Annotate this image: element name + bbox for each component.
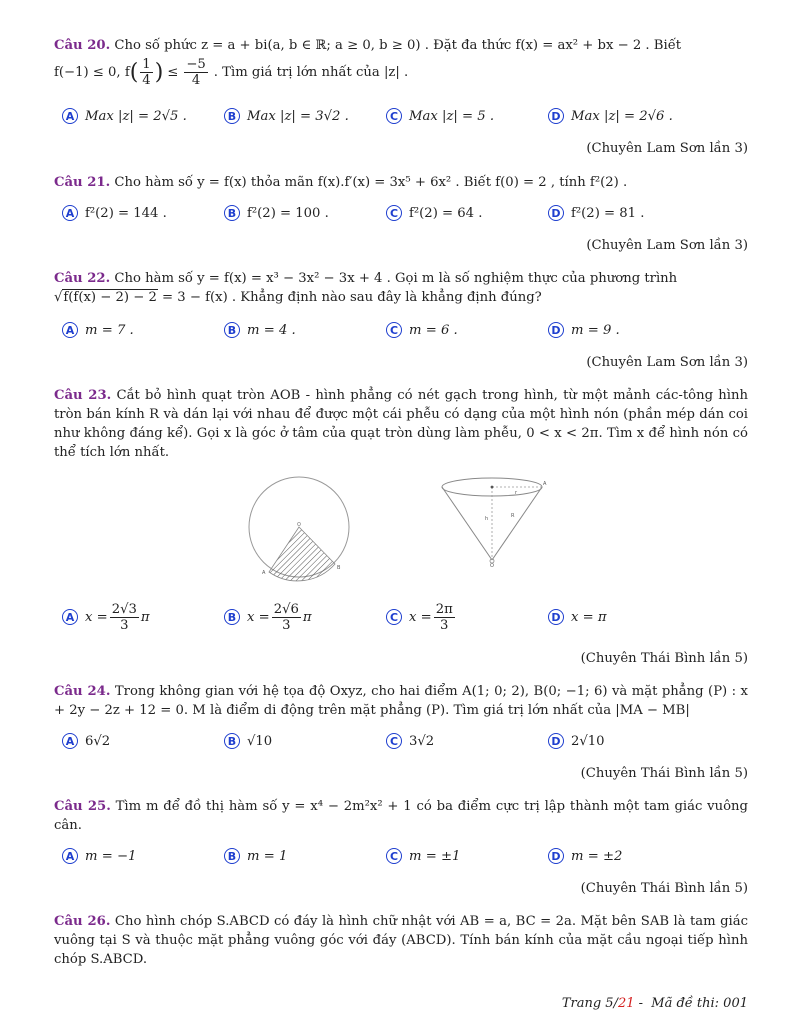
option-d[interactable]: D 2√10 bbox=[548, 729, 605, 753]
question-text: Cho hàm số y = f(x) = x³ − 3x² − 3x + 4 . Gọi m là số nghiệm thực của phương trình bbox=[114, 271, 678, 286]
question-text: Tìm m để đồ thị hàm số y = x⁴ − 2m²x² + 1 có ba điểm cực trị lập thành một tam giác vuông cân. bbox=[54, 799, 748, 833]
footer-total-pages: 21 bbox=[617, 996, 635, 1011]
question-source: (Chuyên Thái Bình lần 5) bbox=[580, 651, 748, 666]
option-b[interactable]: B f²(2) = 100 . bbox=[224, 201, 329, 225]
option-c[interactable]: C Max |z| = 5 . bbox=[386, 104, 494, 128]
question-text: Cắt bỏ hình quạt tròn AOB - hình phẳng có nét gạch trong hình, từ một mảnh các-tông hình tròn bán kính R và dán lại với nhau để được một cái phễu có dạng của một hình nón (phần mép dán coi như không đáng kể). Gọi x là góc ở tâm của quạt tròn dùng làm phễu, 0 < x < 2π. Tìm x để hình nón có thể tích lớn nhất. bbox=[54, 388, 748, 460]
option-c[interactable]: C f²(2) = 64 . bbox=[386, 201, 482, 225]
option-letter-d: D bbox=[548, 108, 564, 124]
option-a[interactable]: A m = 7 . bbox=[62, 318, 134, 342]
option-c[interactable]: C 3√2 bbox=[386, 729, 434, 753]
question-22 bbox=[54, 269, 748, 307]
option-a[interactable]: A x = $\frac{2√3}{3}$ π bbox=[62, 597, 150, 637]
option-a[interactable]: A Max |z| = 2√5 . bbox=[62, 104, 187, 128]
circle-sector-figure bbox=[244, 474, 356, 586]
option-letter-b: B bbox=[224, 108, 240, 124]
question-label: Câu 22. bbox=[54, 271, 111, 286]
option-b[interactable]: B Max |z| = 3√2 . bbox=[224, 104, 349, 128]
question-source: (Chuyên Thái Bình lần 5) bbox=[580, 766, 748, 781]
question-source: (Chuyên Thái Bình lần 5) bbox=[580, 881, 748, 896]
option-c[interactable]: C x = $\frac{2\pi}{3}$ bbox=[386, 597, 457, 637]
option-c[interactable]: C m = 6 . bbox=[386, 318, 458, 342]
option-d[interactable]: D m = 9 . bbox=[548, 318, 620, 342]
options-q22 bbox=[62, 318, 752, 342]
cone-label-o: O bbox=[490, 563, 494, 568]
question-label: Câu 25. bbox=[54, 799, 111, 814]
cone-label-h: h bbox=[485, 516, 489, 522]
question-20 bbox=[54, 36, 748, 88]
question-source: (Chuyên Lam Sơn lần 3) bbox=[586, 238, 748, 253]
question-text-line2: f(−1) ≤ 0, f ( $\frac{1}{4}$ ) ≤ $\frac{-5}{4}$ . Tìm giá trị lớn nhất của |z| . bbox=[54, 57, 409, 88]
options-q20 bbox=[62, 104, 752, 128]
question-text: Trong không gian với hệ tọa độ Oxyz, cho hai điểm A(1; 0; 2), B(0; −1; 6) và mặt phẳng (P) : x + 2y − 2z + 12 = 0. M là điểm di động trên mặt phẳng (P). Tìm giá trị lớn nhất của |MA − MB| bbox=[54, 684, 748, 718]
options-q24 bbox=[62, 729, 752, 753]
footer-prefix: Trang 5/ bbox=[561, 996, 618, 1011]
options-q23 bbox=[62, 597, 752, 637]
option-letter-a: A bbox=[62, 108, 78, 124]
cone-figure bbox=[440, 472, 550, 568]
option-b[interactable]: B x = $\frac{2√6}{3}$ π bbox=[224, 597, 312, 637]
circle-label-b: B bbox=[337, 565, 341, 571]
option-a[interactable]: A f²(2) = 144 . bbox=[62, 201, 167, 225]
option-letter-c: C bbox=[386, 108, 402, 124]
question-23 bbox=[54, 386, 748, 462]
question-label: Câu 24. bbox=[54, 684, 111, 699]
option-a[interactable]: A 6√2 bbox=[62, 729, 110, 753]
question-text: Cho hình chóp S.ABCD có đáy là hình chữ nhật với AB = a, BC = 2a. Mặt bên SAB là tam giác vuông tại S và thuộc mặt phẳng vuông góc với đáy (ABCD). Tính bán kính của mặt cầu ngoại tiếp hình chóp S.ABCD. bbox=[54, 914, 749, 967]
option-b[interactable]: B m = 1 bbox=[224, 844, 287, 868]
footer-suffix: - Mã đề thi: 001 bbox=[634, 996, 748, 1011]
options-q21 bbox=[62, 201, 752, 225]
option-d[interactable]: D x = π bbox=[548, 597, 607, 637]
question-21 bbox=[54, 173, 748, 192]
circle-label-a: A bbox=[262, 570, 266, 576]
option-a[interactable]: A m = −1 bbox=[62, 844, 136, 868]
question-25 bbox=[54, 797, 748, 835]
cone-label-a: A bbox=[543, 481, 547, 487]
option-c[interactable]: C m = ±1 bbox=[386, 844, 460, 868]
question-text: Cho số phức z = a + bi(a, b ∈ ℝ; a ≥ 0, b ≥ 0) . Đặt đa thức f(x) = ax² + bx − 2 . Biết bbox=[114, 38, 682, 53]
question-label: Câu 26. bbox=[54, 914, 111, 929]
option-b[interactable]: B √10 bbox=[224, 729, 272, 753]
option-b[interactable]: B m = 4 . bbox=[224, 318, 296, 342]
page-footer bbox=[562, 996, 748, 1011]
question-source: (Chuyên Lam Sơn lần 3) bbox=[586, 141, 748, 156]
question-text: Cho hàm số y = f(x) thỏa mãn f(x).f′(x) = 3x⁵ + 6x² . Biết f(0) = 2 , tính f²(2) . bbox=[114, 175, 628, 190]
question-label: Câu 21. bbox=[54, 175, 111, 190]
cone-label-r: r bbox=[515, 490, 518, 496]
question-source: (Chuyên Lam Sơn lần 3) bbox=[586, 355, 748, 370]
question-text-line2: √f(f(x) − 2) − 2 = 3 − f(x) . Khẳng định nào sau đây là khẳng định đúng? bbox=[54, 290, 542, 305]
options-q25 bbox=[62, 844, 752, 868]
option-d[interactable]: D f²(2) = 81 . bbox=[548, 201, 644, 225]
question-26 bbox=[54, 912, 748, 969]
question-label: Câu 20. bbox=[54, 38, 111, 53]
option-d[interactable]: D m = ±2 bbox=[548, 844, 622, 868]
cone-label-big-r: R bbox=[511, 513, 515, 519]
option-d[interactable]: D Max |z| = 2√6 . bbox=[548, 104, 673, 128]
question-24 bbox=[54, 682, 748, 720]
question-label: Câu 23. bbox=[54, 388, 112, 403]
